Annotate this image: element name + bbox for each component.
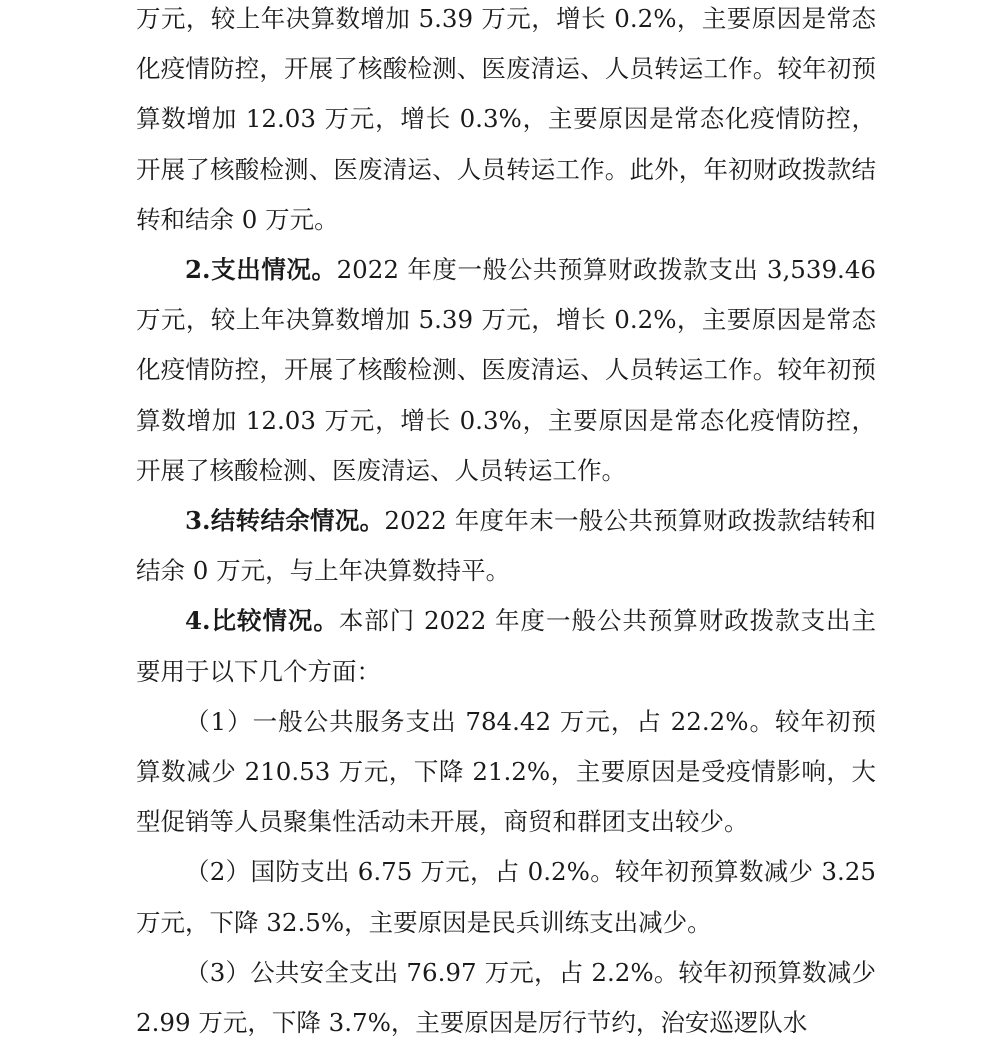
list-item-public-security: [136, 948, 876, 1048]
paragraph-continuation: [136, 0, 876, 245]
paragraph-carryover: [136, 496, 876, 596]
paragraph-expenditure: [136, 245, 876, 496]
paragraph-comparison: [136, 596, 876, 696]
section-heading-expenditure: 2.支出情况。: [185, 255, 337, 285]
section-heading-comparison: 4.比较情况。: [185, 606, 339, 636]
paragraph-text: （2）国防支出 6.75 万元，占 0.2%。较年初预算数减少 3.25 万元，下降 32.5%，主要原因是民兵训练支出减少。: [136, 857, 876, 937]
paragraph-text: 2022 年度年末一般公共预算财政拨款结转和结余 0 万元，与上年决算数持平。: [136, 506, 876, 586]
section-heading-carryover: 3.结转结余情况。: [185, 506, 385, 536]
list-item-national-defense: [136, 847, 876, 947]
paragraph-text: 万元，较上年决算数增加 5.39 万元，增长 0.2%，主要原因是常态化疫情防控，开展了核酸检测、医废清运、人员转运工作。较年初预算数增加 12.03 万元，增长 0.3%，主要原因是常态化疫情防控，开展了核酸检测、医废清运、人员转运工作。此外，年初财政拨款结转和结余 0 万元。: [136, 4, 876, 234]
paragraph-text: 本部门 2022 年度一般公共预算财政拨款支出主要用于以下几个方面：: [136, 606, 876, 686]
list-item-general-public-services: [136, 697, 876, 848]
paragraph-text: 2022 年度一般公共预算财政拨款支出 3,539.46 万元，较上年决算数增加 5.39 万元，增长 0.2%，主要原因是常态化疫情防控，开展了核酸检测、医废清运、人员转运工作。较年初预算数增加 12.03 万元，增长 0.3%，主要原因是常态化疫情防控，开展了核酸检测、医废清运、人员转运工作。: [136, 255, 876, 485]
paragraph-text: （3）公共安全支出 76.97 万元，占 2.2%。较年初预算数减少 2.99 万元，下降 3.7%，主要原因是厉行节约，治安巡逻队水: [136, 957, 876, 1038]
document-page: [136, 0, 876, 1048]
paragraph-text: （1）一般公共服务支出 784.42 万元，占 22.2%。较年初预算数减少 210.53 万元，下降 21.2%，主要原因是受疫情影响，大型促销等人员聚集性活动未开展，商贸和群团支出较少。: [136, 706, 876, 837]
